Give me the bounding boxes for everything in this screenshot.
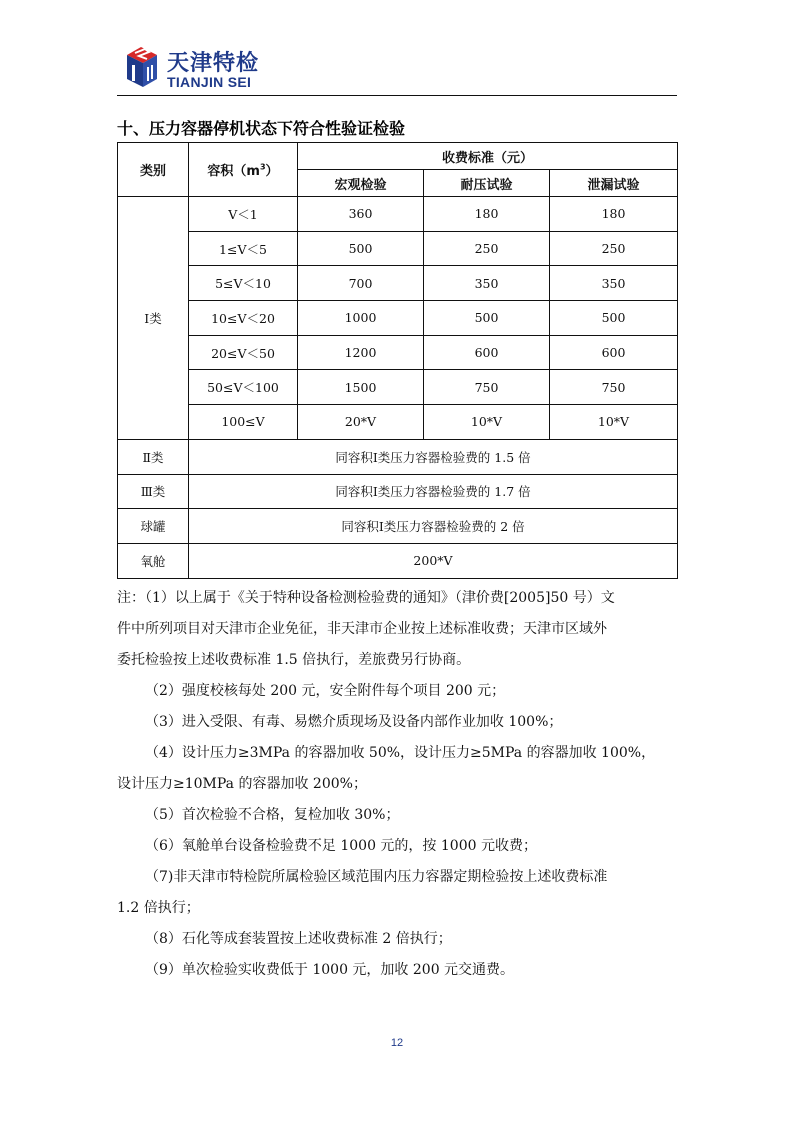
- fee-table: [117, 142, 678, 579]
- pressure-cell: 600: [424, 335, 550, 370]
- note-9: （9）单次检验实收费低于 1000 元，加收 200 元交通费。: [145, 962, 515, 978]
- category-cell: Ⅰ类: [118, 197, 189, 440]
- note-1-line-1: 注：（1）以上属于《关于特种设备检测检验费的通知》（津价费[2005]50 号）文: [117, 590, 615, 606]
- header-divider: [117, 95, 677, 96]
- macro-cell: 360: [298, 197, 424, 232]
- leak-cell: 250: [550, 231, 678, 266]
- note-5: （5）首次检验不合格，复检加收 30%；: [145, 807, 400, 823]
- table-row: [118, 301, 678, 336]
- table-row: [118, 405, 678, 440]
- header-category: 类别: [118, 143, 189, 197]
- volume-cell: 20≤V＜50: [189, 335, 298, 370]
- header-macro-inspection: 宏观检验: [298, 170, 424, 197]
- volume-cell: 50≤V＜100: [189, 370, 298, 405]
- table-row: [118, 474, 678, 509]
- table-row: [118, 439, 678, 474]
- macro-cell: 700: [298, 266, 424, 301]
- category-cell: Ⅲ类: [118, 474, 189, 509]
- fee-cell: 同容积Ⅰ类压力容器检验费的 2 倍: [189, 509, 678, 544]
- pressure-cell: 500: [424, 301, 550, 336]
- header-leak-test: 泄漏试验: [550, 170, 678, 197]
- leak-cell: 180: [550, 197, 678, 232]
- leak-cell: 600: [550, 335, 678, 370]
- page-number: 12: [390, 1037, 404, 1049]
- volume-cell: 1≤V＜5: [189, 231, 298, 266]
- table-row: [118, 231, 678, 266]
- note-6: （6）氧舱单台设备检验费不足 1000 元的，按 1000 元收费；: [145, 838, 537, 854]
- notes-section: [117, 583, 677, 986]
- table-row: [118, 543, 678, 578]
- table-header-row: [118, 143, 678, 170]
- section-title: 十、压力容器停机状态下符合性验证检验: [117, 119, 406, 138]
- fee-cell: 同容积Ⅰ类压力容器检验费的 1.5 倍: [189, 439, 678, 474]
- table-row: [118, 197, 678, 232]
- volume-cell: 5≤V＜10: [189, 266, 298, 301]
- note-1-line-2: 件中所列项目对天津市企业免征，非天津市企业按上述标准收费；天津市区域外: [117, 621, 607, 637]
- company-logo-icon: [123, 43, 161, 89]
- pressure-cell: 350: [424, 266, 550, 301]
- note-7-line-2: 1.2 倍执行；: [117, 900, 200, 916]
- note-7-line-1: （7)非天津市特检院所属检验区域范围内压力容器定期检验按上述收费标准: [145, 869, 608, 885]
- table-row: [118, 335, 678, 370]
- pressure-cell: 250: [424, 231, 550, 266]
- note-4-line-2: 设计压力≥10MPa 的容器加收 200%；: [117, 776, 367, 792]
- pressure-cell: 10*V: [424, 405, 550, 440]
- macro-cell: 20*V: [298, 405, 424, 440]
- note-3: （3）进入受限、有毒、易燃介质现场及设备内部作业加收 100%；: [145, 714, 563, 730]
- category-cell: Ⅱ类: [118, 439, 189, 474]
- table-row: [118, 266, 678, 301]
- logo-chinese-text: 天津特检: [167, 51, 260, 76]
- macro-cell: 1500: [298, 370, 424, 405]
- leak-cell: 350: [550, 266, 678, 301]
- header-volume: 容积$(m^3)$: [189, 143, 298, 197]
- macro-cell: 500: [298, 231, 424, 266]
- leak-cell: 500: [550, 301, 678, 336]
- leak-cell: 750: [550, 370, 678, 405]
- category-cell: 氧舱: [118, 543, 189, 578]
- fee-cell: 200*V: [189, 543, 678, 578]
- header-pressure-test: 耐压试验: [424, 170, 550, 197]
- pressure-cell: 180: [424, 197, 550, 232]
- header-fee-standard: 收费标准（元）: [298, 143, 678, 170]
- macro-cell: 1000: [298, 301, 424, 336]
- table-row: [118, 370, 678, 405]
- page-header: [117, 40, 677, 96]
- leak-cell: 10*V: [550, 405, 678, 440]
- logo-english-text: TIANJIN SEI: [167, 74, 252, 90]
- pressure-cell: 750: [424, 370, 550, 405]
- note-4-line-1: （4）设计压力≥3MPa 的容器加收 50%，设计压力≥5MPa 的容器加收 100%，: [145, 745, 656, 761]
- fee-cell: 同容积Ⅰ类压力容器检验费的 1.7 倍: [189, 474, 678, 509]
- note-2: （2）强度校核每处 200 元，安全附件每个项目 200 元；: [145, 683, 506, 699]
- category-cell: 球罐: [118, 509, 189, 544]
- volume-cell: 10≤V＜20: [189, 301, 298, 336]
- note-1-line-3: 委托检验按上述收费标准 1.5 倍执行，差旅费另行协商。: [117, 652, 471, 668]
- table-row: [118, 509, 678, 544]
- volume-cell: V＜1: [189, 197, 298, 232]
- volume-cell: 100≤V: [189, 405, 298, 440]
- note-8: （8）石化等成套装置按上述收费标准 2 倍执行；: [145, 931, 452, 947]
- macro-cell: 1200: [298, 335, 424, 370]
